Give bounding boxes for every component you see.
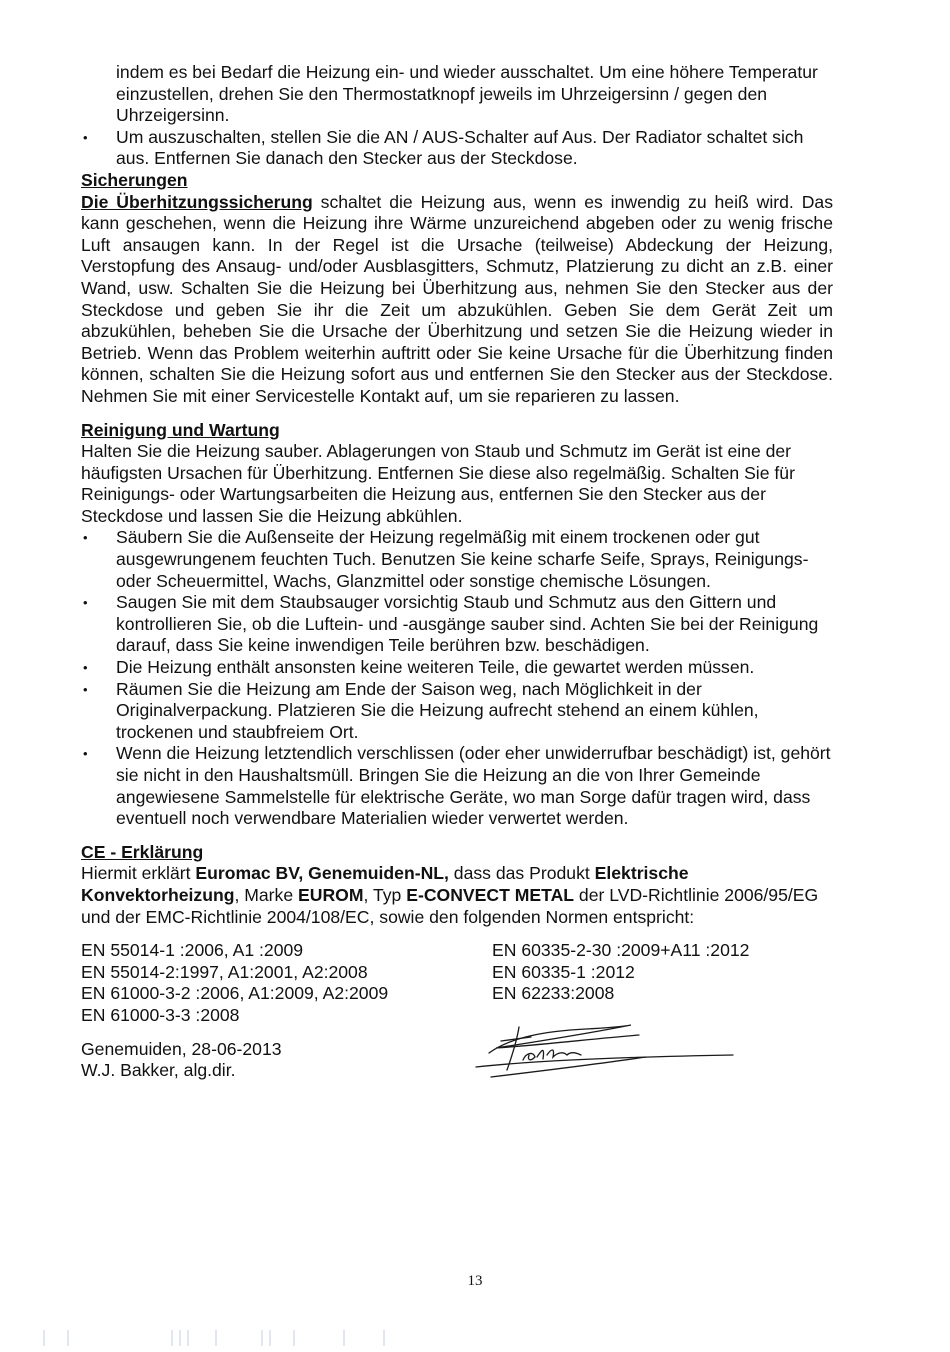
section-heading-ce: CE - Erklärung	[81, 841, 204, 862]
ce-text: dass das Produkt	[448, 863, 595, 884]
norm-item: EN 62233:2008	[492, 983, 615, 1004]
page-number: 13	[467, 1273, 483, 1289]
list-item: • Wenn die Heizung letztendlich verschlissen (oder eher unwiderrufbar beschädigt) ist, gehört sie nicht in den Haushaltsmüll. Bringen Sie die Heizung an die von Ihrer Gemeinde angewiesene Sammelstelle für elektrische Geräte, wo man Sorge dafür tragen wird, dass eventuell noch verwendbare Materialien wieder verwertet werden.	[81, 743, 833, 829]
spacer	[81, 408, 833, 420]
section-heading-reinigung: Reinigung und Wartung	[81, 419, 280, 440]
intro-continuation: indem es bei Bedarf die Heizung ein- und wieder ausschaltet. Um eine höhere Temperatur einzustellen, drehen Sie den Thermostatknopf jeweils im Uhrzeigersinn / gegen den Uhrzeigersinn.	[116, 62, 818, 126]
reinigung-bullet-list	[81, 527, 833, 829]
ce-text: der LVD-Richtlinie 2006/95/EG und der EMC-Richtlinie 2004/108/EC, sowie den folgenden Normen entspricht:	[81, 884, 819, 927]
list-item: • Räumen Sie die Heizung am Ende der Saison weg, nach Möglichkeit in der Originalverpackung. Platzieren Sie die Heizung aufrecht stehend an einem kühlen, trockenen und staubfreiem Ort.	[81, 679, 833, 744]
sub-heading-ueberhitzung: Die Überhitzungssicherung	[81, 191, 313, 212]
norm-item: EN 55014-1 :2006, A1 :2009	[81, 940, 304, 961]
list-item: • Saugen Sie mit dem Staubsauger vorsichtig Staub und Schmutz aus den Gittern und kontrollieren Sie, ob die Luftein- und -ausgänge sauber sind. Achten Sie bei der Reinigung darauf, dass Sie keine inwendigen Teile berühren bzw. beschädigen.	[81, 592, 833, 657]
ce-type: E-CONVECT METAL	[406, 884, 575, 905]
norms-left-column	[81, 940, 492, 1026]
intro-bullet-list	[81, 127, 833, 170]
norm-item: EN 55014-2:1997, A1:2001, A2:2008	[81, 961, 368, 982]
ce-brand: EUROM	[298, 884, 364, 905]
list-item: • Um auszuschalten, stellen Sie die AN / AUS-Schalter auf Aus. Der Radiator schaltet sich aus. Entfernen Sie danach den Stecker aus der Steckdose.	[81, 127, 833, 170]
reinigung-paragraph: Halten Sie die Heizung sauber. Ablagerungen von Staub und Schmutz im Gerät ist eine der häufigsten Ursachen für Überhitzung. Entfernen Sie diese also regelmäßig. Schalten Sie für Reinigungs- oder Wartungsarbeiten die Heizung aus, entfernen Sie den Stecker aus der Steckdose und lassen Sie die Heizung abkühlen.	[81, 441, 795, 526]
signature-block	[81, 1039, 833, 1087]
section-heading-sicherungen: Sicherungen	[81, 169, 188, 190]
scan-artifact-marks	[40, 1328, 400, 1348]
document-page	[81, 62, 833, 1087]
sicherungen-paragraph	[81, 192, 833, 408]
ce-text: , Typ	[363, 884, 407, 905]
ce-company: Euromac BV, Genemuiden-NL,	[195, 863, 449, 884]
norm-item: EN 61000-3-3 :2008	[81, 1004, 240, 1025]
signatory: W.J. Bakker, alg.dir.	[81, 1060, 236, 1081]
ce-text: , Marke	[234, 884, 299, 905]
norm-item: EN 60335-2-30 :2009+A11 :2012	[492, 940, 750, 961]
list-item: • Die Heizung enthält ansonsten keine weiteren Teile, die gewartet werden müssen.	[81, 657, 833, 679]
ce-paragraph	[81, 863, 833, 928]
place-date: Genemuiden, 28-06-2013	[81, 1038, 282, 1059]
signature-image	[471, 1015, 746, 1085]
sicherungen-text: schaltet die Heizung aus, wenn es inwendig zu heiß wird. Das kann geschehen, wenn die Heizung ihre Wärme unzureichend abgeben oder zu wenig frische Luft ansaugen kann. In der Regel ist die Ursache (teilweise) Abdeckung der Heizung, Verstopfung des Ansaug- und/oder Ausblasgitters, Schmutz, Platzierung zu dicht an z.B. einer Wand, usw. Schalten Sie die Heizung bei Überhitzung aus, nehmen Sie den Stecker aus der Steckdose und geben Sie ihr die Zeit um abzukühlen. Geben Sie dem Gerät Zeit um abzukühlen, beheben Sie die Ursache der Überhitzung und setzen Sie die Heizung wieder in Betrieb. Wenn das Problem weiterhin auftritt oder Sie keine Ursache für die Überhitzung finden können, schalten Sie die Heizung sofort aus und entfernen Sie den Stecker aus der Steckdose. Nehmen Sie mit einer Servicestelle Kontakt auf, um sie reparieren zu lassen.	[81, 191, 833, 406]
ce-text: Hiermit erklärt	[81, 863, 196, 884]
norm-item: EN 60335-1 :2012	[492, 961, 635, 982]
ce-product: Elektrische Konvektorheizung	[81, 863, 689, 905]
spacer	[81, 928, 833, 940]
list-item: • Säubern Sie die Außenseite der Heizung regelmäßig mit einem trockenen oder gut ausgewrungenem feuchten Tuch. Benutzen Sie keine scharfe Seife, Sprays, Reinigungs- oder Scheuermittel, Wachs, Glanzmittel oder sonstige chemische Lösungen.	[81, 527, 833, 592]
norm-item: EN 61000-3-2 :2006, A1:2009, A2:2009	[81, 983, 389, 1004]
spacer	[81, 830, 833, 842]
